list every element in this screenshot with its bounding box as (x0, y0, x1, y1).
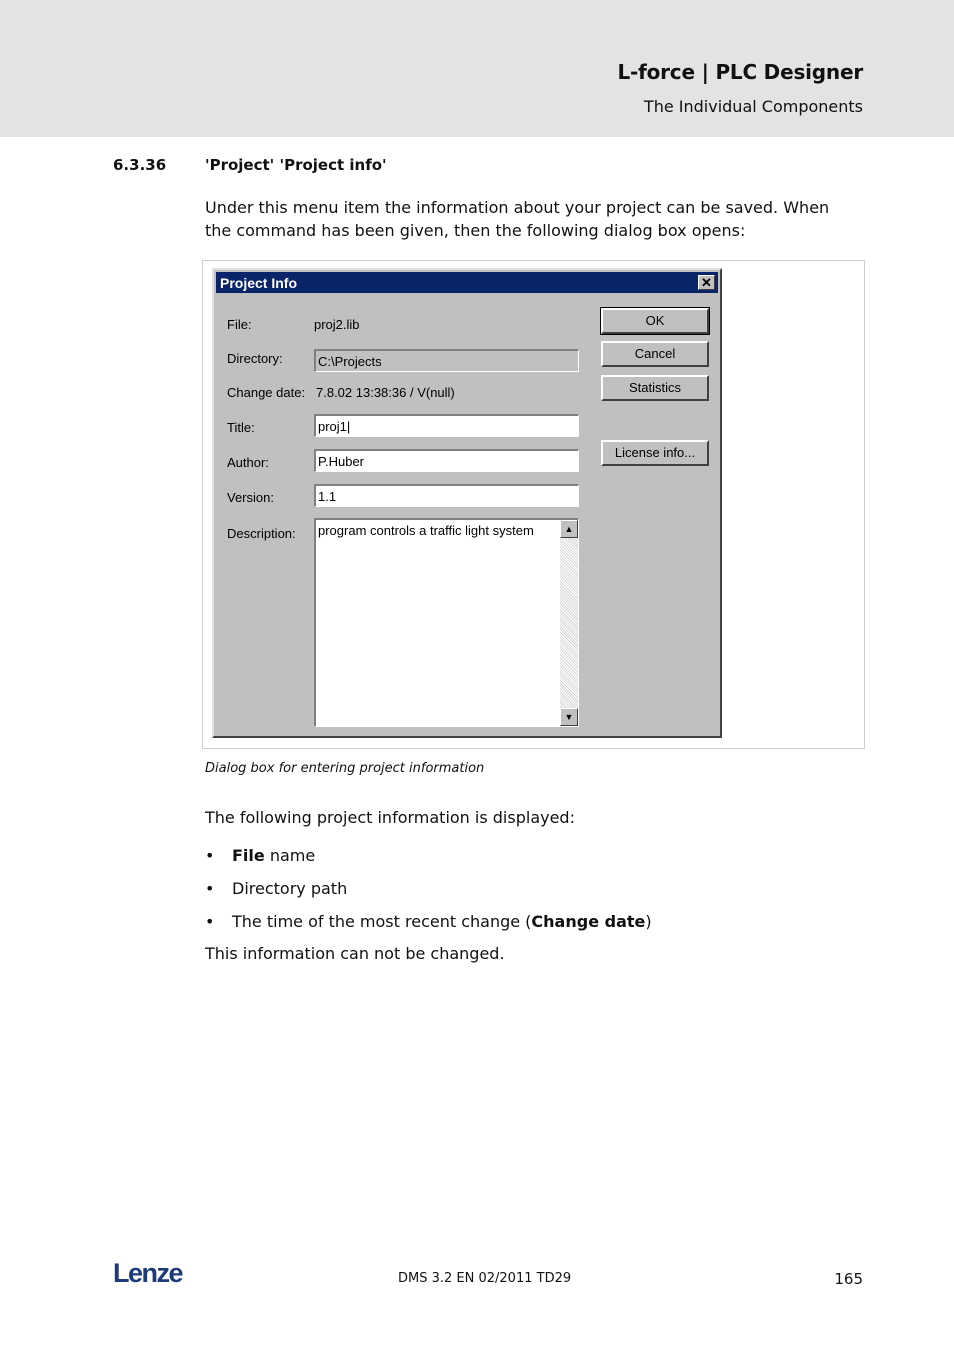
change-date-label: Change date: (227, 385, 306, 400)
scroll-up-icon[interactable]: ▲ (560, 520, 578, 538)
dialog-title: Project Info (220, 275, 298, 291)
ok-button[interactable]: OK (601, 308, 709, 334)
bullet-change-date-bold: Change date (531, 912, 646, 931)
bullet-file-bold: File (232, 846, 265, 865)
file-label: File: (227, 317, 252, 332)
description-scrollbar[interactable] (560, 520, 578, 726)
description-label: Description: (227, 526, 296, 541)
section-title: 'Project' 'Project info' (205, 156, 387, 174)
lenze-logo: Lenze (113, 1258, 183, 1288)
following-paragraph: The following project information is displayed: (205, 808, 575, 827)
footer-doc-id: DMS 3.2 EN 02/2011 TD29 (398, 1271, 572, 1286)
author-label: Author: (227, 455, 269, 470)
license-info-button[interactable]: License info... (601, 440, 709, 466)
statistics-button[interactable]: Statistics (601, 375, 709, 401)
cancel-button[interactable]: Cancel (601, 341, 709, 367)
scroll-down-icon[interactable]: ▼ (560, 708, 578, 726)
title-field[interactable]: proj1| (314, 414, 579, 437)
bullet-dot: • (205, 846, 215, 865)
figure-caption: Dialog box for entering project information (205, 761, 485, 776)
close-icon[interactable]: ✕ (698, 275, 715, 290)
directory-label: Directory: (227, 351, 283, 366)
document-title: L-force | PLC Designer (617, 60, 863, 84)
bullet-file (232, 846, 315, 865)
description-text: program controls a traffic light system (318, 523, 534, 538)
bullet-dot: • (205, 912, 215, 931)
bullet-dot: • (205, 879, 215, 898)
project-info-dialog (212, 268, 722, 738)
version-field[interactable]: 1.1 (314, 484, 579, 507)
file-value: proj2.lib (314, 317, 360, 332)
title-label: Title: (227, 420, 255, 435)
bullet-change-date-pre: The time of the most recent change ( (232, 912, 532, 931)
author-field[interactable]: P.Huber (314, 449, 579, 472)
note-paragraph: This information can not be changed. (205, 944, 505, 963)
intro-paragraph: Under this menu item the information about your project can be saved. When the command has been given, then the following dialog box opens: (205, 198, 830, 240)
section-number: 6.3.36 (113, 156, 167, 174)
bullet-change-date-post: ) (645, 912, 652, 931)
dialog-titlebar (216, 272, 718, 293)
bullet-change-date (232, 912, 652, 931)
bullet-file-rest: name (264, 846, 316, 865)
change-date-value: 7.8.02 13:38:36 / V(null) (316, 385, 455, 400)
bullet-directory: Directory path (232, 879, 348, 898)
description-textarea[interactable] (314, 518, 579, 727)
document-subtitle: The Individual Components (643, 97, 863, 116)
directory-field: C:\Projects (314, 349, 579, 372)
page-number: 165 (834, 1270, 863, 1288)
version-label: Version: (227, 490, 274, 505)
